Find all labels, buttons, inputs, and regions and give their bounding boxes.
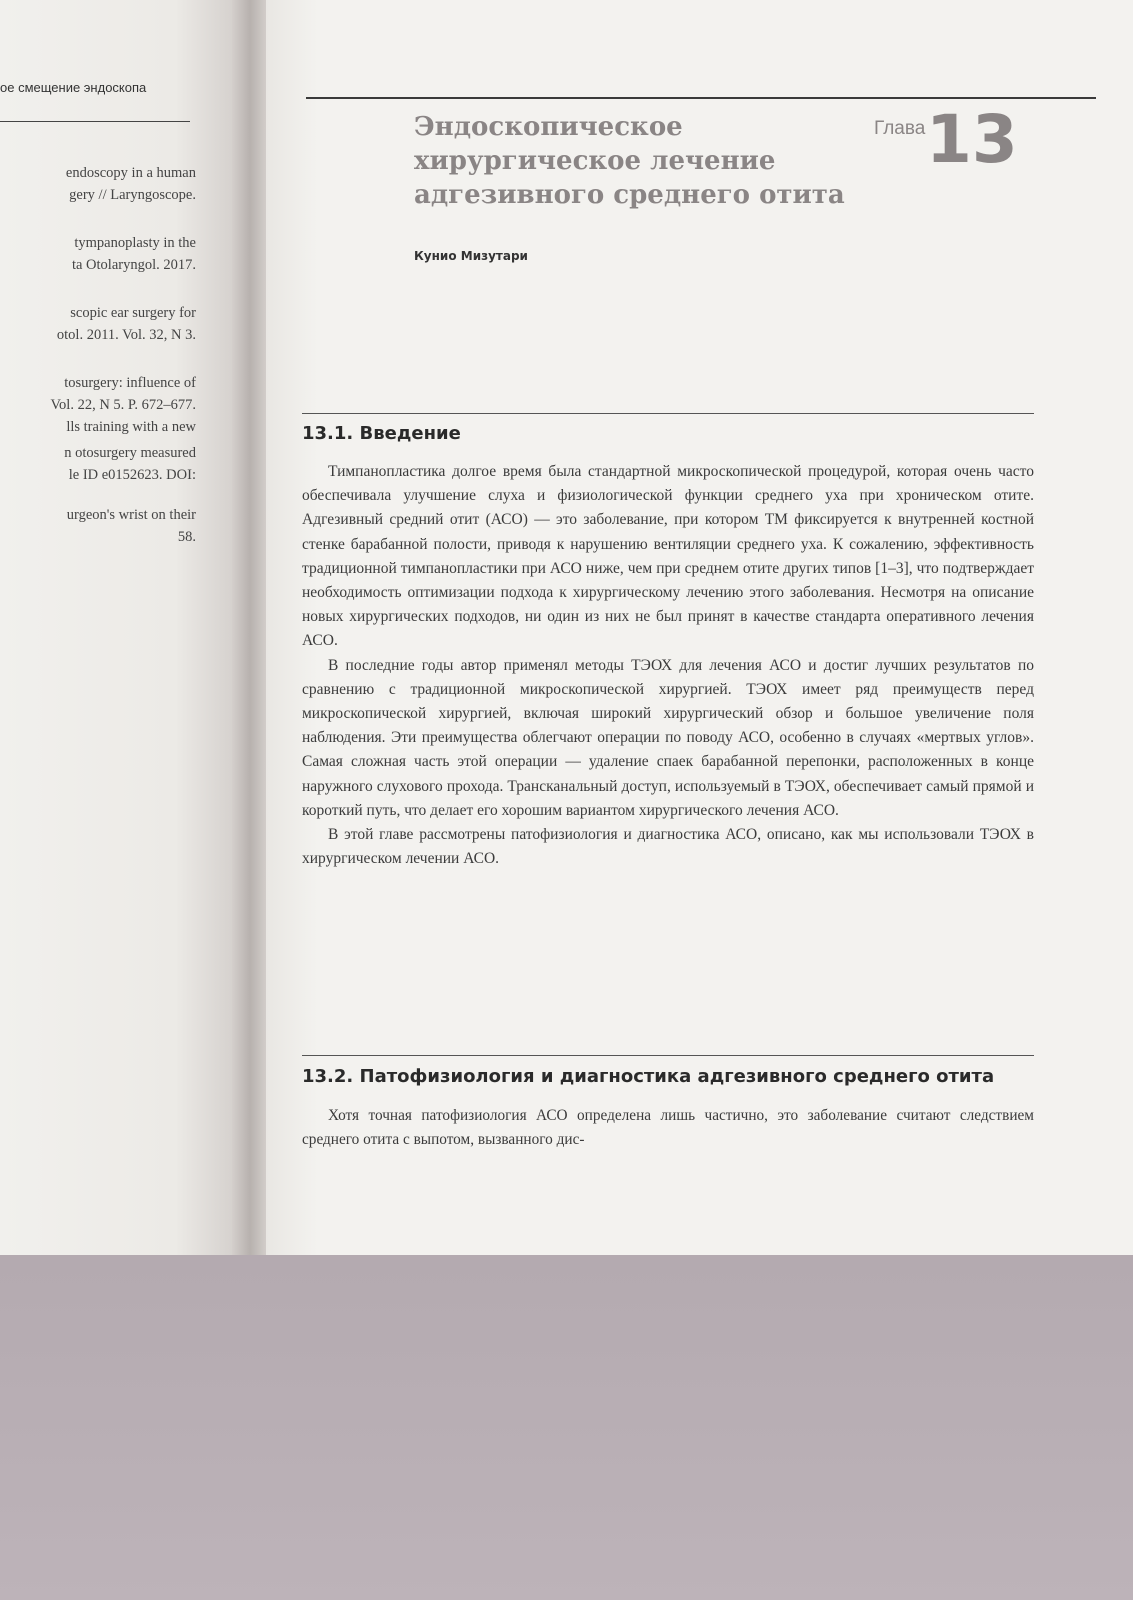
paragraph: Тимпанопластика долгое время была стандартной микроскопической процедурой, которая очень часто обеспечивала улучшение слуха и физиологической функции среднего уха при хроническом отите. Адгезивный средний отит (АСО) — это заболевание, при котором ТМ фиксируется к внутренней костной стенке барабанной полости, приводя к нарушению вентиляции среднего уха. К сожалению, эффективность традиционной тимпанопластики при АСО ниже, чем при среднем отите других типов [1–3], что подтверждает необходимость оптимизации подхода к хирургическому лечению этого заболевания. Несмотря на описание новых хирургических подходов, ни один из них не был принят в качестве стандарта оперативного лечения АСО. (302, 463, 1034, 650)
reference-fragment: tympanoplasty in the ta Otolaryngol. 2017. (71, 235, 196, 273)
section-1-rule (302, 413, 1034, 414)
reference-fragment: tosurgery: influence of Vol. 22, N 5. P. 672–677. lls training with a new (50, 375, 196, 435)
top-rule (306, 97, 1096, 99)
reference-fragment: urgeon's wrist on their 58. (66, 507, 196, 545)
section-2-rule (302, 1055, 1034, 1056)
section-1-text (302, 460, 1034, 871)
reference-fragment: endoscopy in a human gery // Laryngoscope. (65, 165, 196, 203)
left-running-header: ое смещение эндоскопа (0, 80, 147, 95)
section-2-heading: 13.2. Патофизиология и диагностика адгезивного среднего отита (302, 1066, 995, 1087)
paragraph: В этой главе рассмотрены патофизиология и диагностика АСО, описано, как мы использовали ТЭОХ в хирургическом лечении АСО. (302, 826, 1034, 868)
left-page (0, 0, 250, 1255)
paragraph: В последние годы автор применял методы ТЭОХ для лечения АСО и достиг лучших результатов по сравнению с традиционной микроскопической хирургией. ТЭОХ имеет ряд преимуществ перед микроскопической хирургией, включая широкий хирургический обзор и большое увеличение поля наблюдения. Эти преимущества облегчают операции по поводу АСО, особенно в случаях «мертвых углов». Самая сложная часть этой операции — удаление спаек барабанной перепонки, расположенных в конце наружного слухового прохода. Трансканальный доступ, используемый в ТЭОХ, обеспечивает самый прямой и короткий путь, что делает его хорошим вариантом хирургического лечения АСО. (302, 656, 1034, 819)
chapter-author: Кунио Мизутари (414, 249, 528, 263)
left-header-rule (0, 121, 190, 122)
paragraph: Хотя точная патофизиология АСО определена лишь частично, это заболевание считают следствием среднего отита с выпотом, вызванного дис- (302, 1107, 1034, 1149)
right-page (266, 0, 1133, 1255)
chapter-title: Эндоскопическое хирургическое лечение адгезивного среднего отита (414, 112, 845, 210)
reference-fragment: scopic ear surgery for otol. 2011. Vol. 32, N 3. (56, 305, 196, 343)
section-2-text (302, 1104, 1034, 1152)
page-shadow (0, 1255, 1133, 1600)
chapter-label: Глава (874, 118, 926, 139)
reference-fragment: n otosurgery measured le ID e0152623. DOI: (64, 445, 196, 483)
chapter-number: 13 (926, 101, 1018, 178)
left-references-list (0, 162, 196, 552)
section-1-heading: 13.1. Введение (302, 423, 461, 444)
